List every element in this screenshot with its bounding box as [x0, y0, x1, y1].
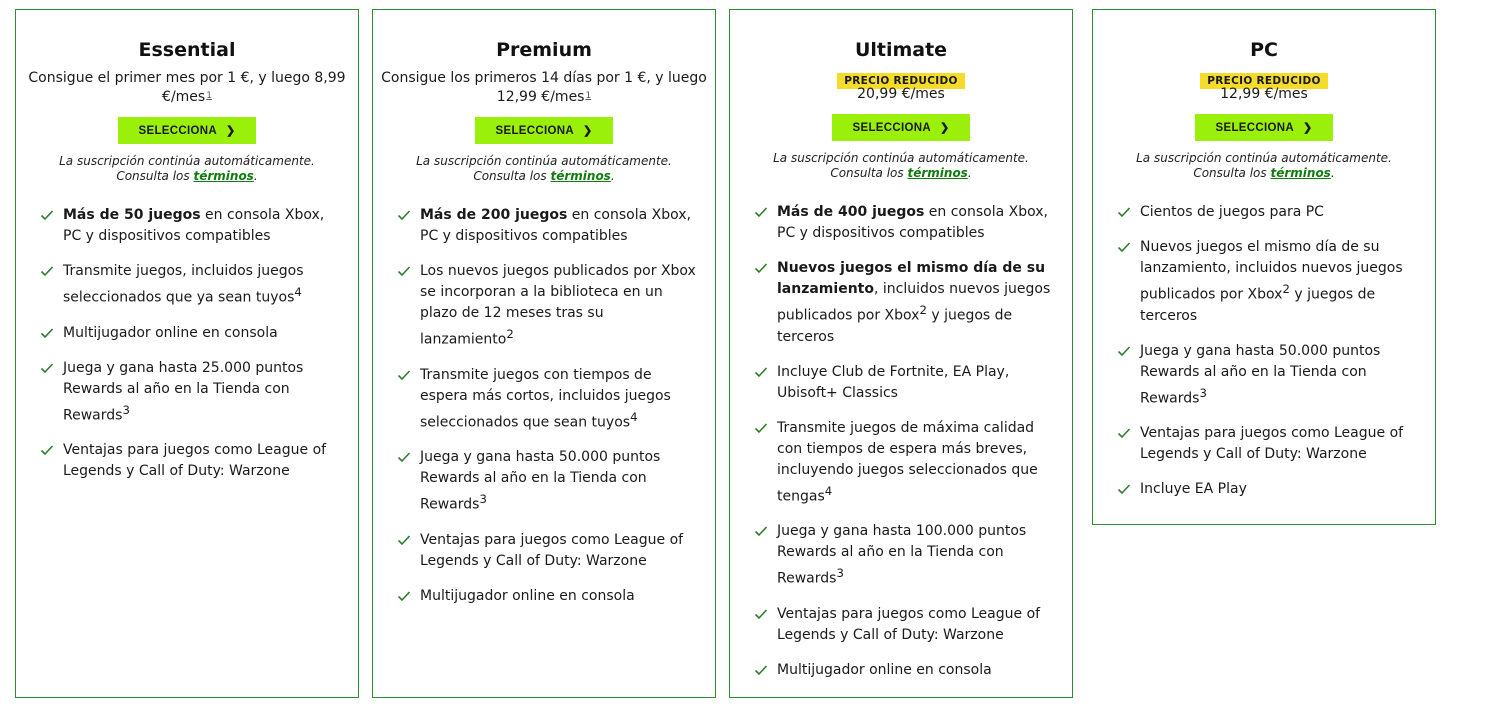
reduced-price-badge: PRECIO REDUCIDO — [1200, 73, 1327, 89]
check-icon — [397, 533, 411, 547]
check-icon — [397, 368, 411, 382]
feature-text: Juega y gana hasta 100.000 puntos Rewards al año en la Tienda con Rewards — [777, 523, 1027, 587]
feature-text: Transmite juegos de máxima calidad con tiempos de espera más breves, incluyendo juegos seleccionados que tengas — [777, 419, 1038, 505]
check-icon — [754, 365, 768, 379]
feature-item — [397, 261, 697, 351]
subscription-note — [16, 154, 358, 184]
feature-item — [1117, 341, 1417, 410]
feature-text: en consola Xbox, PC y dispositivos compatibles — [777, 204, 1048, 241]
feature-footnote-link[interactable]: 4 — [294, 285, 302, 299]
note-prefix: Consulta los — [473, 169, 547, 183]
feature-text: Transmite juegos, incluidos juegos seleccionados que ya sean tuyos — [63, 263, 304, 306]
price-footnote-link[interactable]: 1 — [206, 91, 212, 101]
price-text: Consigue los primeros 14 días por 1 €, y luego 12,99 €/mes — [381, 70, 707, 105]
price-text: Consigue el primer mes por 1 €, y luego 8,99 €/mes — [28, 70, 346, 105]
plan-price — [1093, 85, 1435, 104]
feature-item — [397, 530, 697, 572]
price-text: 12,99 €/mes — [1220, 86, 1308, 102]
plan-card-premium — [372, 9, 716, 698]
feature-item — [40, 261, 340, 309]
feature-footnote-link[interactable]: 4 — [824, 483, 833, 498]
check-icon — [754, 205, 768, 219]
check-icon — [1117, 205, 1131, 219]
feature-list — [397, 205, 697, 607]
feature-item — [754, 362, 1054, 404]
badge-row — [1093, 69, 1435, 85]
check-icon — [397, 208, 411, 222]
check-icon — [754, 663, 768, 677]
feature-text: Juega y gana hasta 25.000 puntos Rewards al año en la Tienda con Rewards — [63, 359, 304, 424]
terms-link[interactable]: términos — [550, 169, 611, 183]
feature-item — [40, 205, 340, 247]
plan-card-essential — [15, 9, 359, 698]
feature-footnote-link[interactable]: 2 — [919, 303, 927, 317]
subscription-note — [1093, 151, 1435, 181]
feature-text-after: y juegos de terceros — [1140, 286, 1376, 324]
feature-text: , incluidos nuevos juegos publicados por Xbox — [777, 281, 1051, 324]
feature-text: Juega y gana hasta 50.000 puntos Rewards al año en la Tienda con Rewards — [1140, 342, 1381, 407]
feature-item — [1117, 423, 1417, 465]
feature-text: Incluye EA Play — [1140, 481, 1247, 498]
feature-highlight: Más de 400 juegos — [777, 204, 925, 220]
price-footnote-link[interactable]: 1 — [585, 91, 592, 101]
feature-text: Multijugador online en consola — [63, 324, 278, 341]
note-prefix: Consulta los — [1193, 166, 1267, 180]
feature-item — [1117, 479, 1417, 500]
feature-highlight: Más de 50 juegos — [63, 207, 201, 223]
select-button[interactable] — [118, 117, 256, 144]
feature-text: Nuevos juegos el mismo día de su lanzamiento, incluidos nuevos juegos publicados por Xbox — [1140, 239, 1403, 303]
note-suffix: . — [1330, 166, 1335, 180]
select-button-label: SELECCIONA — [1215, 122, 1294, 134]
note-prefix: Consulta los — [116, 169, 190, 183]
check-icon — [754, 524, 768, 538]
plan-price — [373, 69, 715, 107]
subscription-note — [730, 151, 1072, 181]
check-icon — [1117, 240, 1131, 254]
feature-item — [397, 205, 697, 247]
feature-text: Juega y gana hasta 50.000 puntos Rewards al año en la Tienda con Rewards — [420, 449, 661, 513]
price-text: 20,99 €/mes — [857, 86, 945, 102]
check-icon — [397, 450, 411, 464]
feature-item — [754, 660, 1054, 681]
feature-item — [397, 586, 697, 607]
check-icon — [40, 208, 54, 222]
feature-highlight: Más de 200 juegos — [420, 207, 568, 223]
terms-link[interactable]: términos — [907, 166, 968, 180]
check-icon — [397, 264, 411, 278]
check-icon — [1117, 344, 1131, 358]
feature-item — [40, 358, 340, 427]
feature-footnote-link[interactable]: 2 — [1282, 282, 1290, 296]
select-button-label: SELECCIONA — [138, 125, 217, 137]
feature-item — [40, 323, 340, 344]
select-button[interactable] — [475, 117, 613, 144]
subscription-note — [373, 154, 715, 184]
feature-text: Ventajas para juegos como League of Legends y Call of Duty: Warzone — [63, 442, 327, 480]
select-button[interactable] — [832, 114, 970, 141]
feature-text: Ventajas para juegos como League of Legends y Call of Duty: Warzone — [420, 531, 684, 569]
plan-title: Ultimate — [854, 39, 948, 61]
feature-list — [754, 202, 1054, 681]
chevron-right-icon: ❯ — [1302, 122, 1313, 134]
check-icon — [754, 261, 768, 275]
terms-link[interactable]: términos — [193, 169, 254, 183]
select-button-label: SELECCIONA — [495, 125, 574, 137]
terms-link[interactable]: términos — [1270, 166, 1331, 180]
note-suffix: . — [967, 166, 972, 180]
feature-item — [754, 418, 1054, 508]
plan-price — [730, 85, 1072, 104]
plan-price — [16, 69, 358, 107]
note-line1: La suscripción continúa automáticamente. — [416, 154, 672, 168]
feature-text: Incluye Club de Fortnite, EA Play, Ubisoft+ Classics — [777, 363, 1010, 401]
feature-text-after: y juegos de terceros — [777, 307, 1013, 345]
feature-footnote-link[interactable]: 3 — [122, 402, 130, 417]
feature-text: Cientos de juegos para PC — [1140, 204, 1324, 220]
feature-item — [1117, 202, 1417, 223]
note-line1: La suscripción continúa automáticamente. — [59, 154, 315, 168]
check-icon — [40, 264, 54, 278]
check-icon — [754, 421, 768, 435]
check-icon — [40, 326, 54, 340]
feature-item — [754, 604, 1054, 646]
plan-title: Premium — [496, 39, 592, 61]
chevron-right-icon: ❯ — [939, 122, 950, 134]
plan-card-pc — [1092, 9, 1436, 525]
check-icon — [754, 607, 768, 621]
feature-text: Multijugador online en consola — [420, 587, 635, 604]
feature-footnote-link[interactable]: 3 — [836, 566, 844, 581]
feature-text: Transmite juegos con tiempos de espera más cortos, incluidos juegos seleccionados que sean tuyos — [420, 366, 671, 431]
feature-highlight: Nuevos juegos el mismo día de su lanzamiento — [777, 260, 1046, 297]
feature-footnote-link[interactable]: 3 — [479, 492, 487, 507]
feature-item — [397, 365, 697, 434]
check-icon — [1117, 482, 1131, 496]
note-suffix: . — [610, 169, 615, 183]
feature-item — [754, 521, 1054, 590]
check-icon — [40, 443, 54, 457]
feature-text: Ventajas para juegos como League of Legends y Call of Duty: Warzone — [1140, 425, 1404, 463]
note-prefix: Consulta los — [830, 166, 904, 180]
note-line1: La suscripción continúa automáticamente. — [773, 151, 1029, 165]
feature-text: Multijugador online en consola — [777, 661, 992, 678]
feature-item — [40, 440, 340, 482]
feature-list — [40, 205, 340, 482]
feature-list — [1117, 202, 1417, 500]
feature-item — [754, 258, 1054, 348]
note-suffix: . — [253, 169, 258, 183]
plan-card-ultimate — [729, 9, 1073, 698]
select-button-label: SELECCIONA — [852, 122, 931, 134]
feature-item — [1117, 237, 1417, 327]
feature-item — [754, 202, 1054, 244]
badge-row — [730, 69, 1072, 85]
feature-footnote-link[interactable]: 4 — [630, 409, 638, 424]
feature-text: en consola Xbox, PC y dispositivos compatibles — [420, 207, 691, 244]
chevron-right-icon: ❯ — [582, 125, 593, 137]
select-button[interactable] — [1195, 114, 1333, 141]
check-icon — [1117, 426, 1131, 440]
feature-text: en consola Xbox, PC y dispositivos compatibles — [63, 207, 325, 244]
plan-title: Essential — [138, 39, 236, 61]
check-icon — [40, 361, 54, 375]
plan-title: PC — [1250, 39, 1278, 61]
note-line1: La suscripción continúa automáticamente. — [1136, 151, 1392, 165]
reduced-price-badge: PRECIO REDUCIDO — [837, 73, 964, 89]
feature-footnote-link[interactable]: 3 — [1199, 385, 1207, 400]
feature-item — [397, 447, 697, 516]
feature-text: Los nuevos juegos publicados por Xbox se incorporan a la biblioteca en un plazo de 12 meses tras su lanzamiento — [420, 263, 696, 348]
check-icon — [397, 589, 411, 603]
feature-text: Ventajas para juegos como League of Legends y Call of Duty: Warzone — [777, 605, 1041, 643]
chevron-right-icon: ❯ — [225, 125, 236, 137]
feature-footnote-link[interactable]: 2 — [506, 327, 514, 341]
